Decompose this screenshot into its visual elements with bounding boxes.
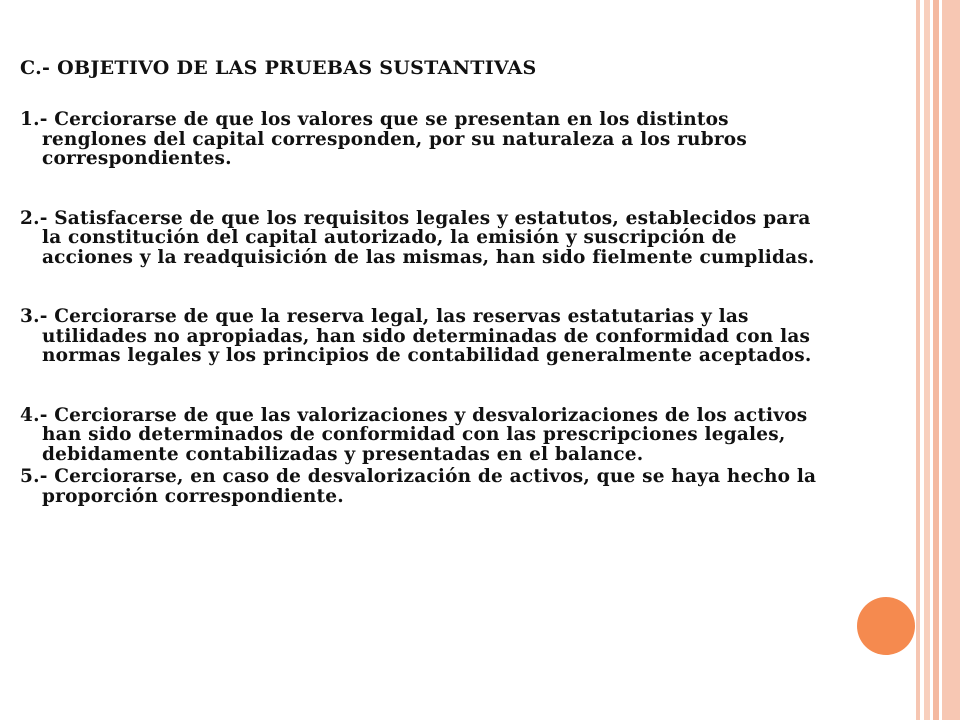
objective-item-2: 2.- Satisfacerse de que los requisitos legales y estatutos, establecidos para la constitución del capital autorizado, la emisión y suscripción de acciones y la readquisición de las mismas, han sido fielmente cumplidas. [20,207,815,268]
objective-item-1: 1.- Cerciorarse de que los valores que se presentan en los distintos renglones del capital corresponden, por su naturaleza a los rubros correspondientes. [20,109,747,169]
objective-item-4: 4.- Cerciorarse de que las valorizaciones y desvalorizaciones de los activos han sido determinados de conformidad con las prescripciones legales, debidamente contabilizadas y presentadas en el balance. [20,404,808,465]
decorative-stripe [942,0,960,720]
objective-item-3: 3.- Cerciorarse de que la reserva legal, las reservas estatutarias y las utilidades no apropiadas, han sido determinadas de conformidad con las normas legales y los principios de contabilidad generalmente aceptados. [20,306,812,366]
slide-heading: C.- OBJETIVO DE LAS PRUEBAS SUSTANTIVAS [20,57,537,79]
decorative-circle [857,597,915,655]
slide-content [20,56,820,506]
objective-item-5: 5.- Cerciorarse, en caso de desvalorización de activos, que se haya hecho la proporción correspondiente. [20,466,817,507]
